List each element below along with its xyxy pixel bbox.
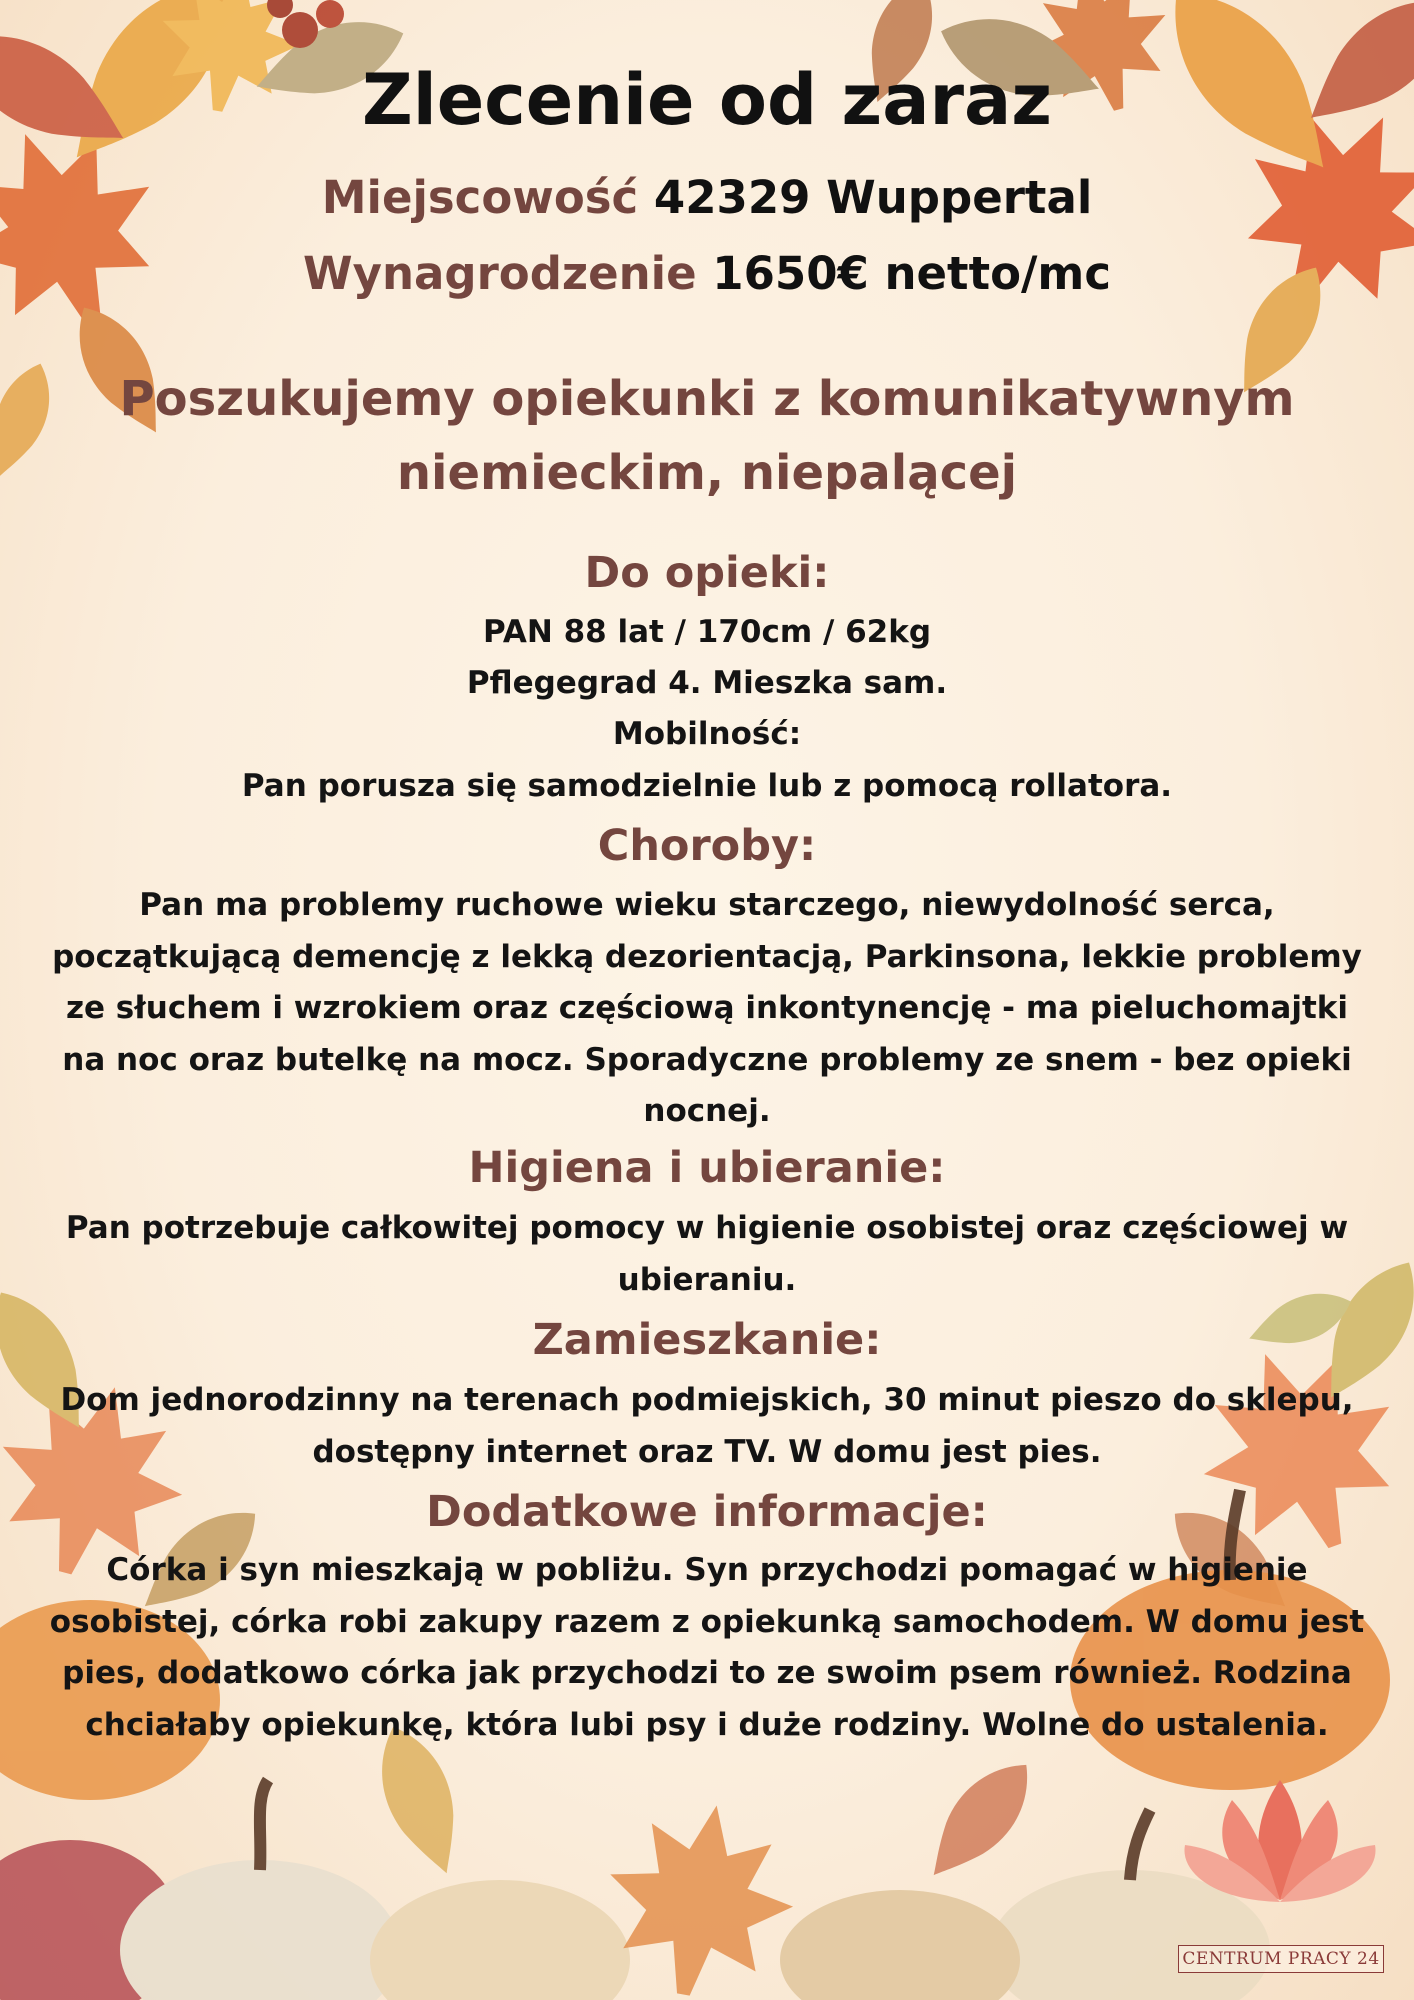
extra-heading: Dodatkowe informacje:	[426, 1487, 988, 1537]
page-title: Zlecenie od zaraz	[362, 59, 1052, 141]
diseases-heading: Choroby:	[597, 821, 817, 871]
salary-line	[0, 246, 1414, 302]
hygiene-text: Pan potrzebuje całkowitej pomocy w higienie osobistej oraz częściowej w ubieraniu.	[65, 1210, 1349, 1298]
care-line-3: Mobilność:	[612, 716, 802, 752]
care-heading: Do opieki:	[584, 548, 830, 598]
company-logo-text: CENTRUM PRACY 24	[1178, 1945, 1384, 1973]
hygiene-heading: Higiena i ubieranie:	[468, 1143, 946, 1193]
location-line	[0, 170, 1414, 226]
care-line-2: Pflegegrad 4. Mieszka sam.	[466, 665, 948, 701]
location-label: Miejscowość	[321, 171, 639, 224]
housing-heading: Zamieszkanie:	[532, 1315, 882, 1365]
salary-value: 1650€ netto/mc	[712, 247, 1111, 300]
salary-label: Wynagrodzenie	[303, 247, 697, 300]
care-line-1: PAN 88 lat / 170cm / 62kg	[482, 614, 932, 650]
lotus-icon	[1184, 1780, 1375, 1902]
extra-text: Córka i syn mieszkają w pobliżu. Syn przychodzi pomagać w higienie osobistej, córka robi zakupy razem z opiekunką samochodem. W domu jest pies, dodatkowo córka jak przychodzi to ze swoim psem również. Rodzina chciałaby opiekunkę, która lubi psy i duże rodziny. Wolne do ustalenia.	[49, 1552, 1365, 1743]
diseases-text: Pan ma problemy ruchowe wieku starczego, niewydolność serca, początkującą demencję z lekką dezorientacją, Parkinsona, lekkie problemy ze słuchem i wzrokiem oraz częściową inkontynencję - ma pieluchomajtki na noc oraz butelkę na mocz. Sporadyczne problemy ze snem - bez opieki nocnej.	[52, 887, 1362, 1129]
lead-text: Poszukujemy opiekunki z komunikatywnym niemieckim, niepalącej	[119, 371, 1295, 501]
location-value: 42329 Wuppertal	[653, 171, 1093, 224]
care-line-4: Pan porusza się samodzielnie lub z pomocą rollatora.	[241, 768, 1173, 804]
housing-text: Dom jednorodzinny na terenach podmiejskich, 30 minut pieszo do sklepu, dostępny internet oraz TV. W domu jest pies.	[60, 1382, 1354, 1470]
